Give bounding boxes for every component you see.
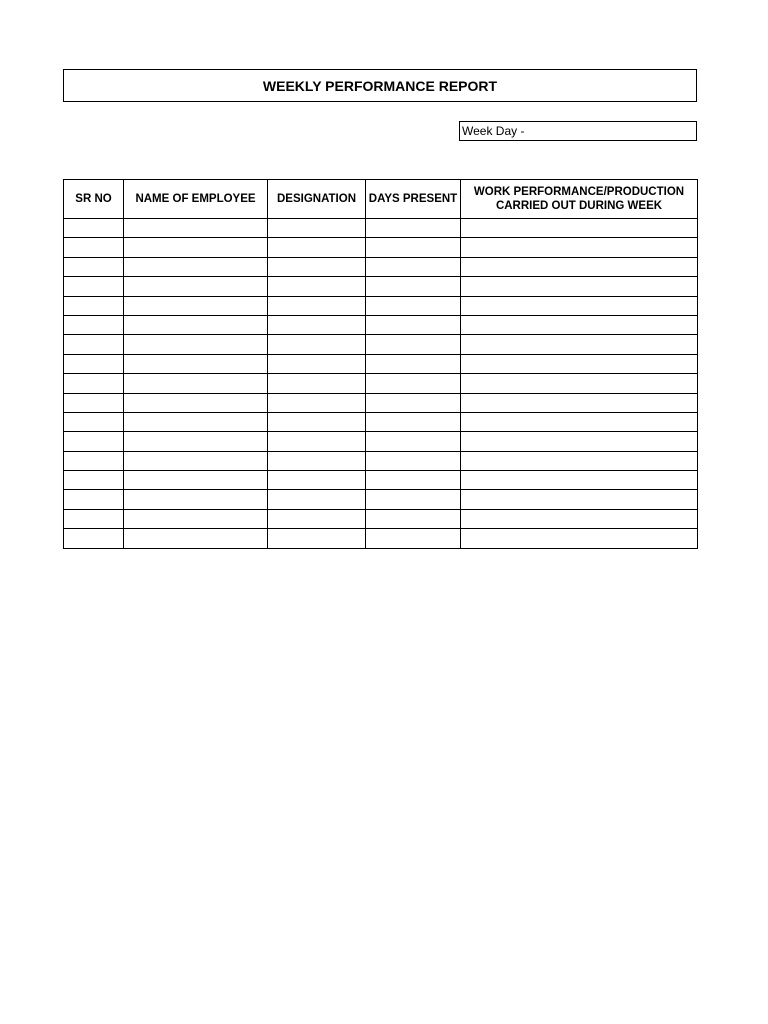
days-present-cell[interactable] [366,451,461,470]
employee-name-cell[interactable] [124,296,268,315]
sr-no-cell[interactable] [64,374,124,393]
work-performance-cell[interactable] [461,238,698,257]
table-row [64,432,698,451]
designation-cell[interactable] [268,432,366,451]
employee-name-cell[interactable] [124,471,268,490]
designation-cell[interactable] [268,296,366,315]
sr-no-cell[interactable] [64,471,124,490]
sr-no-cell[interactable] [64,432,124,451]
sr-no-cell[interactable] [64,529,124,548]
table-row [64,412,698,431]
sr-no-cell[interactable] [64,490,124,509]
work-performance-cell[interactable] [461,393,698,412]
sr-no-cell[interactable] [64,451,124,470]
table-row [64,451,698,470]
employee-name-cell[interactable] [124,335,268,354]
designation-cell[interactable] [268,354,366,373]
table-row [64,296,698,315]
report-title: WEEKLY PERFORMANCE REPORT [63,69,697,102]
designation-cell[interactable] [268,277,366,296]
table-row [64,238,698,257]
days-present-cell[interactable] [366,219,461,238]
employee-name-cell[interactable] [124,219,268,238]
work-performance-cell[interactable] [461,509,698,528]
designation-cell[interactable] [268,315,366,334]
work-performance-cell[interactable] [461,277,698,296]
employee-name-cell[interactable] [124,354,268,373]
work-performance-cell[interactable] [461,432,698,451]
week-day-field[interactable]: Week Day - [459,121,697,141]
designation-cell[interactable] [268,471,366,490]
days-present-cell[interactable] [366,490,461,509]
days-present-cell[interactable] [366,374,461,393]
work-performance-cell[interactable] [461,451,698,470]
sr-no-cell[interactable] [64,257,124,276]
table-row [64,335,698,354]
designation-cell[interactable] [268,374,366,393]
employee-name-cell[interactable] [124,238,268,257]
performance-table [63,179,698,549]
work-performance-cell[interactable] [461,219,698,238]
header-employee-name: NAME OF EMPLOYEE [124,180,268,219]
designation-cell[interactable] [268,412,366,431]
designation-cell[interactable] [268,490,366,509]
table-row [64,509,698,528]
work-performance-cell[interactable] [461,335,698,354]
work-performance-cell[interactable] [461,529,698,548]
employee-name-cell[interactable] [124,412,268,431]
sr-no-cell[interactable] [64,393,124,412]
work-performance-cell[interactable] [461,296,698,315]
header-designation: DESIGNATION [268,180,366,219]
employee-name-cell[interactable] [124,315,268,334]
work-performance-cell[interactable] [461,315,698,334]
table-header-row [64,180,698,219]
employee-name-cell[interactable] [124,432,268,451]
work-performance-cell[interactable] [461,257,698,276]
sr-no-cell[interactable] [64,412,124,431]
header-sr-no: SR NO [64,180,124,219]
work-performance-cell[interactable] [461,490,698,509]
days-present-cell[interactable] [366,393,461,412]
days-present-cell[interactable] [366,471,461,490]
table-row [64,393,698,412]
designation-cell[interactable] [268,219,366,238]
table-row [64,219,698,238]
table-row [64,529,698,548]
table-row [64,374,698,393]
table-row [64,490,698,509]
table-body [64,219,698,549]
days-present-cell[interactable] [366,509,461,528]
sr-no-cell[interactable] [64,238,124,257]
work-performance-cell[interactable] [461,412,698,431]
table-row [64,257,698,276]
sr-no-cell[interactable] [64,315,124,334]
employee-name-cell[interactable] [124,277,268,296]
table-row [64,277,698,296]
sr-no-cell[interactable] [64,296,124,315]
employee-name-cell[interactable] [124,451,268,470]
days-present-cell[interactable] [366,529,461,548]
table-row [64,315,698,334]
days-present-cell[interactable] [366,412,461,431]
employee-name-cell[interactable] [124,529,268,548]
days-present-cell[interactable] [366,335,461,354]
designation-cell[interactable] [268,238,366,257]
table-row [64,354,698,373]
days-present-cell[interactable] [366,432,461,451]
sr-no-cell[interactable] [64,277,124,296]
header-days-present: DAYS PRESENT [366,180,461,219]
designation-cell[interactable] [268,393,366,412]
employee-name-cell[interactable] [124,257,268,276]
table-row [64,471,698,490]
work-performance-cell[interactable] [461,374,698,393]
sr-no-cell[interactable] [64,509,124,528]
days-present-cell[interactable] [366,296,461,315]
work-performance-cell[interactable] [461,354,698,373]
employee-name-cell[interactable] [124,374,268,393]
sr-no-cell[interactable] [64,354,124,373]
employee-name-cell[interactable] [124,509,268,528]
days-present-cell[interactable] [366,238,461,257]
employee-name-cell[interactable] [124,490,268,509]
designation-cell[interactable] [268,451,366,470]
days-present-cell[interactable] [366,257,461,276]
sr-no-cell[interactable] [64,219,124,238]
days-present-cell[interactable] [366,277,461,296]
designation-cell[interactable] [268,529,366,548]
designation-cell[interactable] [268,509,366,528]
days-present-cell[interactable] [366,315,461,334]
header-work-performance: WORK PERFORMANCE/PRODUCTION CARRIED OUT DURING WEEK [461,180,698,219]
designation-cell[interactable] [268,257,366,276]
sr-no-cell[interactable] [64,335,124,354]
designation-cell[interactable] [268,335,366,354]
work-performance-cell[interactable] [461,471,698,490]
days-present-cell[interactable] [366,354,461,373]
employee-name-cell[interactable] [124,393,268,412]
